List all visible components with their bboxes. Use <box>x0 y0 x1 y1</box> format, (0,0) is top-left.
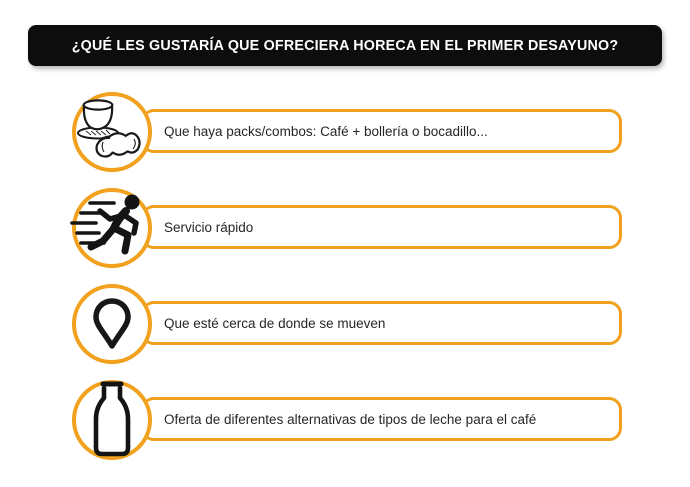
option-row-speed <box>0 188 690 284</box>
coffee-croissant-glyph <box>72 92 152 172</box>
location-pin-glyph <box>72 284 152 364</box>
option-row-packs <box>0 92 690 188</box>
option-row-milk <box>0 380 690 476</box>
option-label: Que haya packs/combos: Café + bollería o bocadillo... <box>164 123 488 139</box>
option-row-location <box>0 284 690 380</box>
option-pill <box>141 205 622 249</box>
option-pill <box>141 397 622 441</box>
option-pill <box>141 301 622 345</box>
location-pin-icon <box>72 284 152 364</box>
milk-bottle-icon <box>72 380 152 460</box>
coffee-croissant-icon <box>72 92 152 172</box>
question-header <box>28 25 662 66</box>
option-label: Servicio rápido <box>164 219 254 235</box>
option-pill <box>141 109 622 153</box>
running-person-icon <box>72 188 152 268</box>
running-person-glyph <box>64 188 160 268</box>
option-label: Oferta de diferentes alternativas de tipos de leche para el café <box>164 411 537 427</box>
question-title: ¿QUÉ LES GUSTARÍA QUE OFRECIERA HORECA EN EL PRIMER DESAYUNO? <box>71 37 619 54</box>
option-label: Que esté cerca de donde se mueven <box>164 315 386 331</box>
milk-bottle-glyph <box>72 380 152 460</box>
